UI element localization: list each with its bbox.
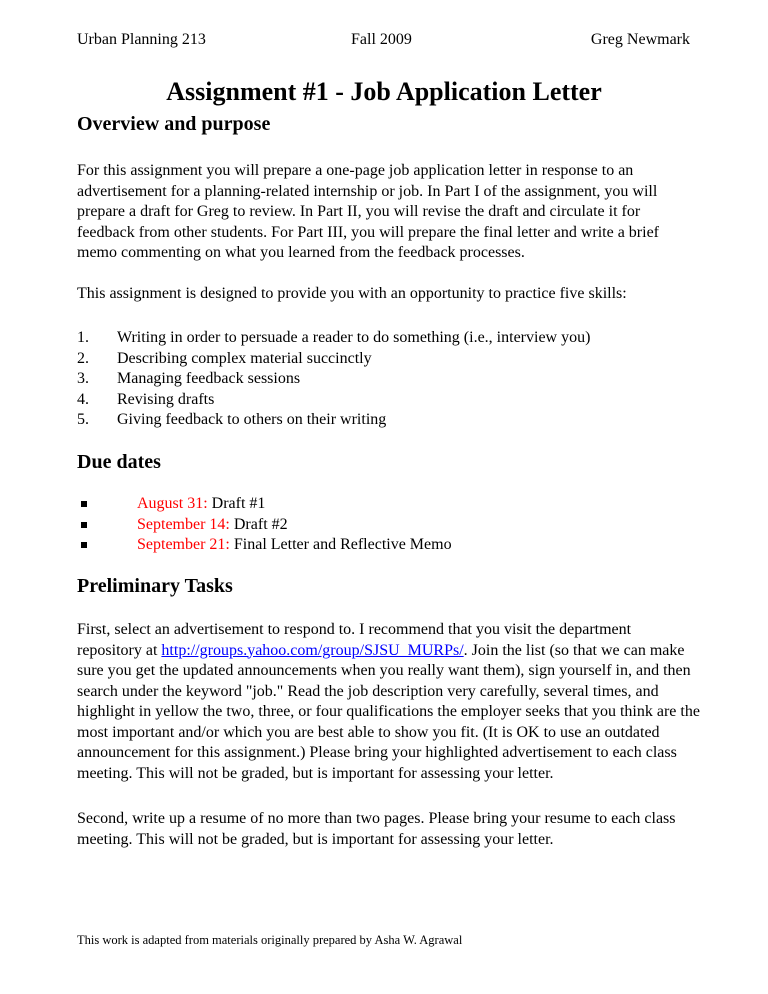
line [77, 641, 717, 662]
text: repository at [77, 641, 162, 659]
list-item [77, 410, 590, 431]
repository-link[interactable]: http://groups.yahoo.com/group/SJSU_MURPs/ [161, 641, 464, 659]
due-date: August 31: [137, 495, 208, 512]
item-number: 5. [77, 411, 89, 428]
text: . Join the list (so that we can make [463, 641, 685, 659]
line: search under the keyword "job." Read the job description very carefully, several times, and [77, 682, 659, 700]
page-title: Assignment #1 - Job Application Letter [166, 77, 602, 106]
list-item [77, 328, 590, 349]
line: Second, write up a resume of no more than two pages. Please bring your resume to each class [77, 810, 676, 827]
item-text: Draft #1 [207, 495, 266, 512]
list-item [77, 369, 590, 390]
header-instructor: Greg Newmark [590, 31, 690, 48]
list-item [77, 390, 590, 411]
line: advertisement for a planning-related internship or job. In Part I of the assignment, you will [77, 182, 658, 200]
bullet-icon [81, 522, 87, 528]
line: For this assignment you will prepare a one-page job application letter in response to an [77, 162, 634, 179]
item-text: Revising drafts [117, 390, 215, 408]
due-date: September 14: [137, 515, 230, 533]
list-item [77, 535, 452, 556]
bullet-icon [81, 542, 87, 548]
list-item [77, 349, 590, 370]
line: most important and/or which you are best able to show you fit. (It is OK to use an outdated [77, 723, 660, 741]
preliminary-tasks-heading: Preliminary Tasks [77, 575, 233, 597]
due-dates-list [77, 494, 452, 556]
line: announcement for this assignment.) Please bring your highlighted advertisement to each class [77, 744, 677, 761]
line: memo commenting on what you learned from the feedback processes. [77, 244, 525, 261]
line: highlight in yellow the two, three, or four qualifications the employer seeks that you think are the [77, 703, 700, 720]
list-item [77, 494, 452, 515]
header-course: Urban Planning 213 [77, 31, 206, 48]
item-text: Giving feedback to others on their writing [117, 411, 387, 428]
item-number: 1. [77, 329, 89, 346]
item-number: 2. [77, 349, 89, 367]
preliminary-paragraph-1 [77, 620, 717, 784]
overview-heading: Overview and purpose [77, 113, 271, 135]
item-text: Writing in order to persuade a reader to do something (i.e., interview you) [117, 329, 591, 346]
line: feedback from other students. For Part III, you will prepare the final letter and write a brief [77, 223, 660, 241]
line: First, select an advertisement to respond to. I recommend that you visit the department [77, 621, 632, 638]
header-term: Fall 2009 [351, 31, 412, 48]
item-text: Draft #2 [229, 515, 288, 533]
item-number: 3. [77, 370, 89, 387]
line: meeting. This will not be graded, but is important for assessing your letter. [77, 764, 554, 782]
due-date: September 21: [137, 536, 230, 553]
list-item [77, 515, 452, 536]
line: sure you get the updated announcements when you really want them), sign yourself in, and then [77, 662, 691, 679]
skills-intro: This assignment is designed to provide you with an opportunity to practice five skills: [77, 285, 627, 302]
item-text: Describing complex material succinctly [117, 349, 372, 367]
line: meeting. This will not be graded, but is important for assessing your letter. [77, 830, 554, 848]
due-dates-heading: Due dates [77, 451, 161, 473]
bullet-icon [81, 501, 87, 507]
line: prepare a draft for Greg to review. In Part II, you will revise the draft and circulate it for [77, 203, 641, 220]
item-text: Final Letter and Reflective Memo [229, 536, 452, 553]
item-text: Managing feedback sessions [117, 370, 301, 387]
overview-paragraph [77, 161, 717, 264]
skills-list [77, 328, 590, 431]
item-number: 4. [77, 390, 89, 408]
footer-note: This work is adapted from materials originally prepared by Asha W. Agrawal [77, 933, 463, 947]
preliminary-paragraph-2 [77, 809, 717, 850]
